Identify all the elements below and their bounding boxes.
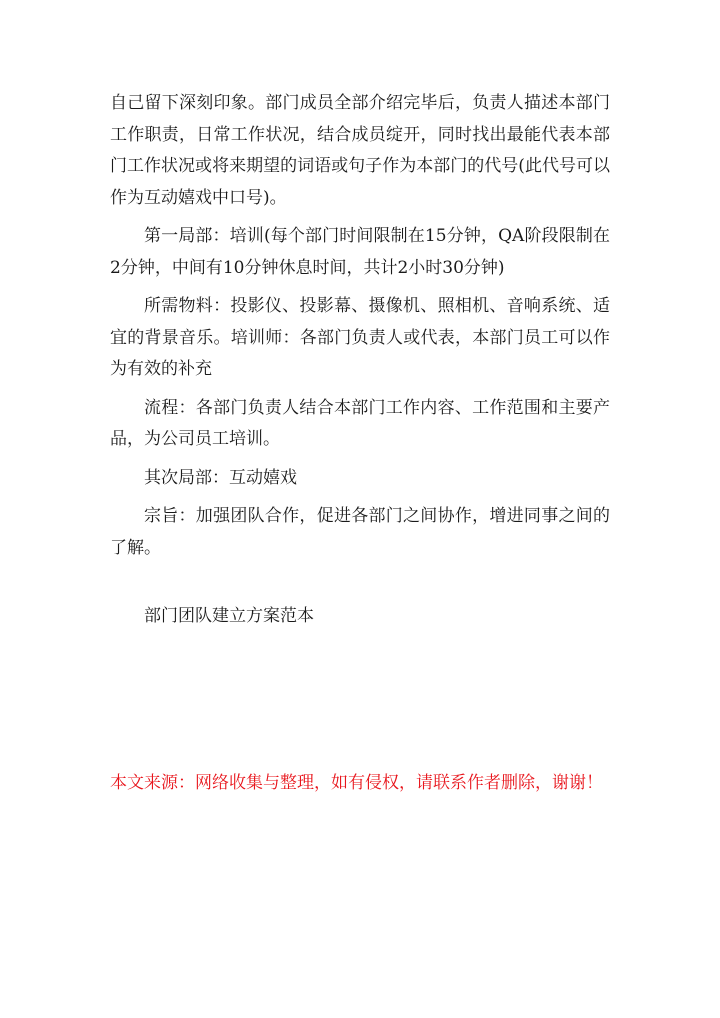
document-title: 部门团队建立方案范本	[144, 606, 314, 626]
document-body	[110, 88, 610, 640]
paragraph-intro: 自己留下深刻印象。部门成员全部介绍完毕后，负责人描述本部门工作职责，日常工作状况，结合成员绽开，同时找出最能代表本部门工作状况或将来期望的词语或句子作为本部门的代号(此代号可以作为互动嬉戏中口号)。	[110, 93, 610, 208]
paragraph-part-two-game: 其次局部：互动嬉戏	[144, 467, 297, 488]
paragraph-purpose: 宗旨：加强团队合作，促进各部门之间协作，增进同事之间的了解。	[110, 506, 610, 558]
source-notice: 本文来源：网络收集与整理，如有侵权，请联系作者删除，谢谢！	[110, 773, 603, 793]
paragraph-part-one-training: 第一局部：培训(每个部门时间限制在15分钟，QA阶段限制在2分钟，中间有10分钟休息时间，共计2小时30分钟)	[110, 226, 610, 278]
paragraph-materials: 所需物料：投影仪、投影幕、摄像机、照相机、音响系统、适宜的背景音乐。培训师：各部门负责人或代表，本部门员工可以作为有效的补充	[110, 296, 610, 379]
paragraph-process: 流程：各部门负责人结合本部门工作内容、工作范围和主要产品，为公司员工培训。	[110, 397, 610, 449]
